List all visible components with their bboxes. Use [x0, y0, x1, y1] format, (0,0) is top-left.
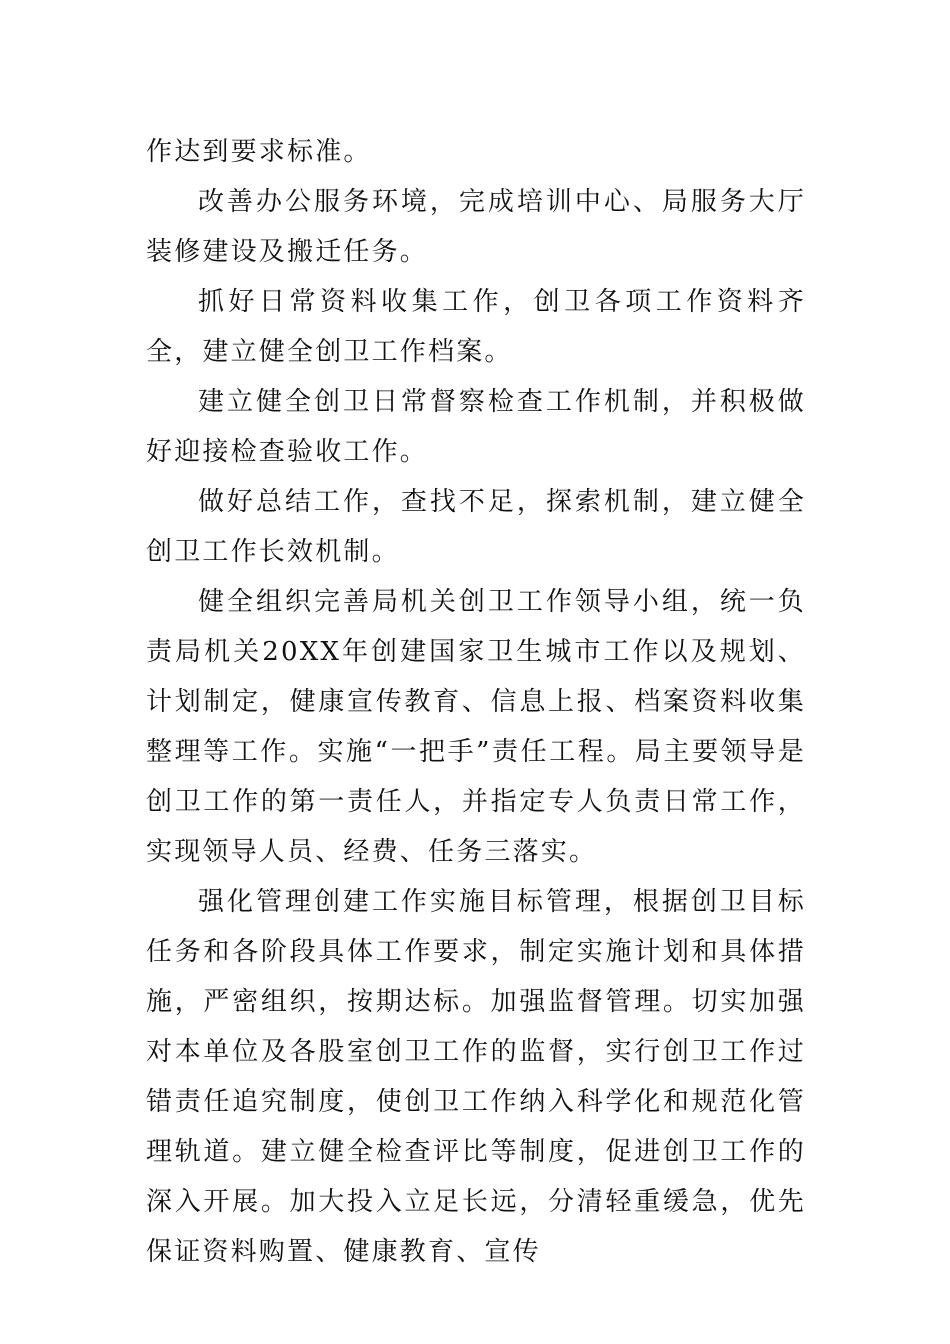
document-body	[146, 127, 806, 1277]
paragraph-continuation: 作达到要求标准。	[146, 137, 372, 167]
paragraph-office-environment: 改善办公服务环境，完成培训中心、局服务大厅装修建设及搬迁任务。	[146, 187, 806, 267]
paragraph-management: 强化管理创建工作实施目标管理，根据创卫目标任务和各阶段具体工作要求，制定实施计划和具体措施，严密组织，按期达标。加强监督管理。切实加强对本单位及各股室创卫工作的监督，实行创卫工作过错责任追究制度，使创卫工作纳入科学化和规范化管理轨道。建立健全检查评比等制度，促进创卫工作的深入开展。加大投入立足长远，分清轻重缓急，优先保证资料购置、健康教育、宣传	[146, 887, 806, 1267]
paragraph-organization: 健全组织完善局机关创卫工作领导小组，统一负责局机关20XX年创建国家卫生城市工作以及规划、计划制定，健康宣传教育、信息上报、档案资料收集整理等工作。实施“一把手”责任工程。局主要领导是创卫工作的第一责任人，并指定专人负责日常工作，实现领导人员、经费、任务三落实。	[146, 587, 806, 867]
paragraph-inspection-mechanism: 建立健全创卫日常督察检查工作机制，并积极做好迎接检查验收工作。	[146, 387, 806, 467]
paragraph-data-collection: 抓好日常资料收集工作，创卫各项工作资料齐全，建立健全创卫工作档案。	[146, 287, 806, 367]
paragraph-summary-work: 做好总结工作，查找不足，探索机制，建立健全创卫工作长效机制。	[146, 487, 806, 567]
